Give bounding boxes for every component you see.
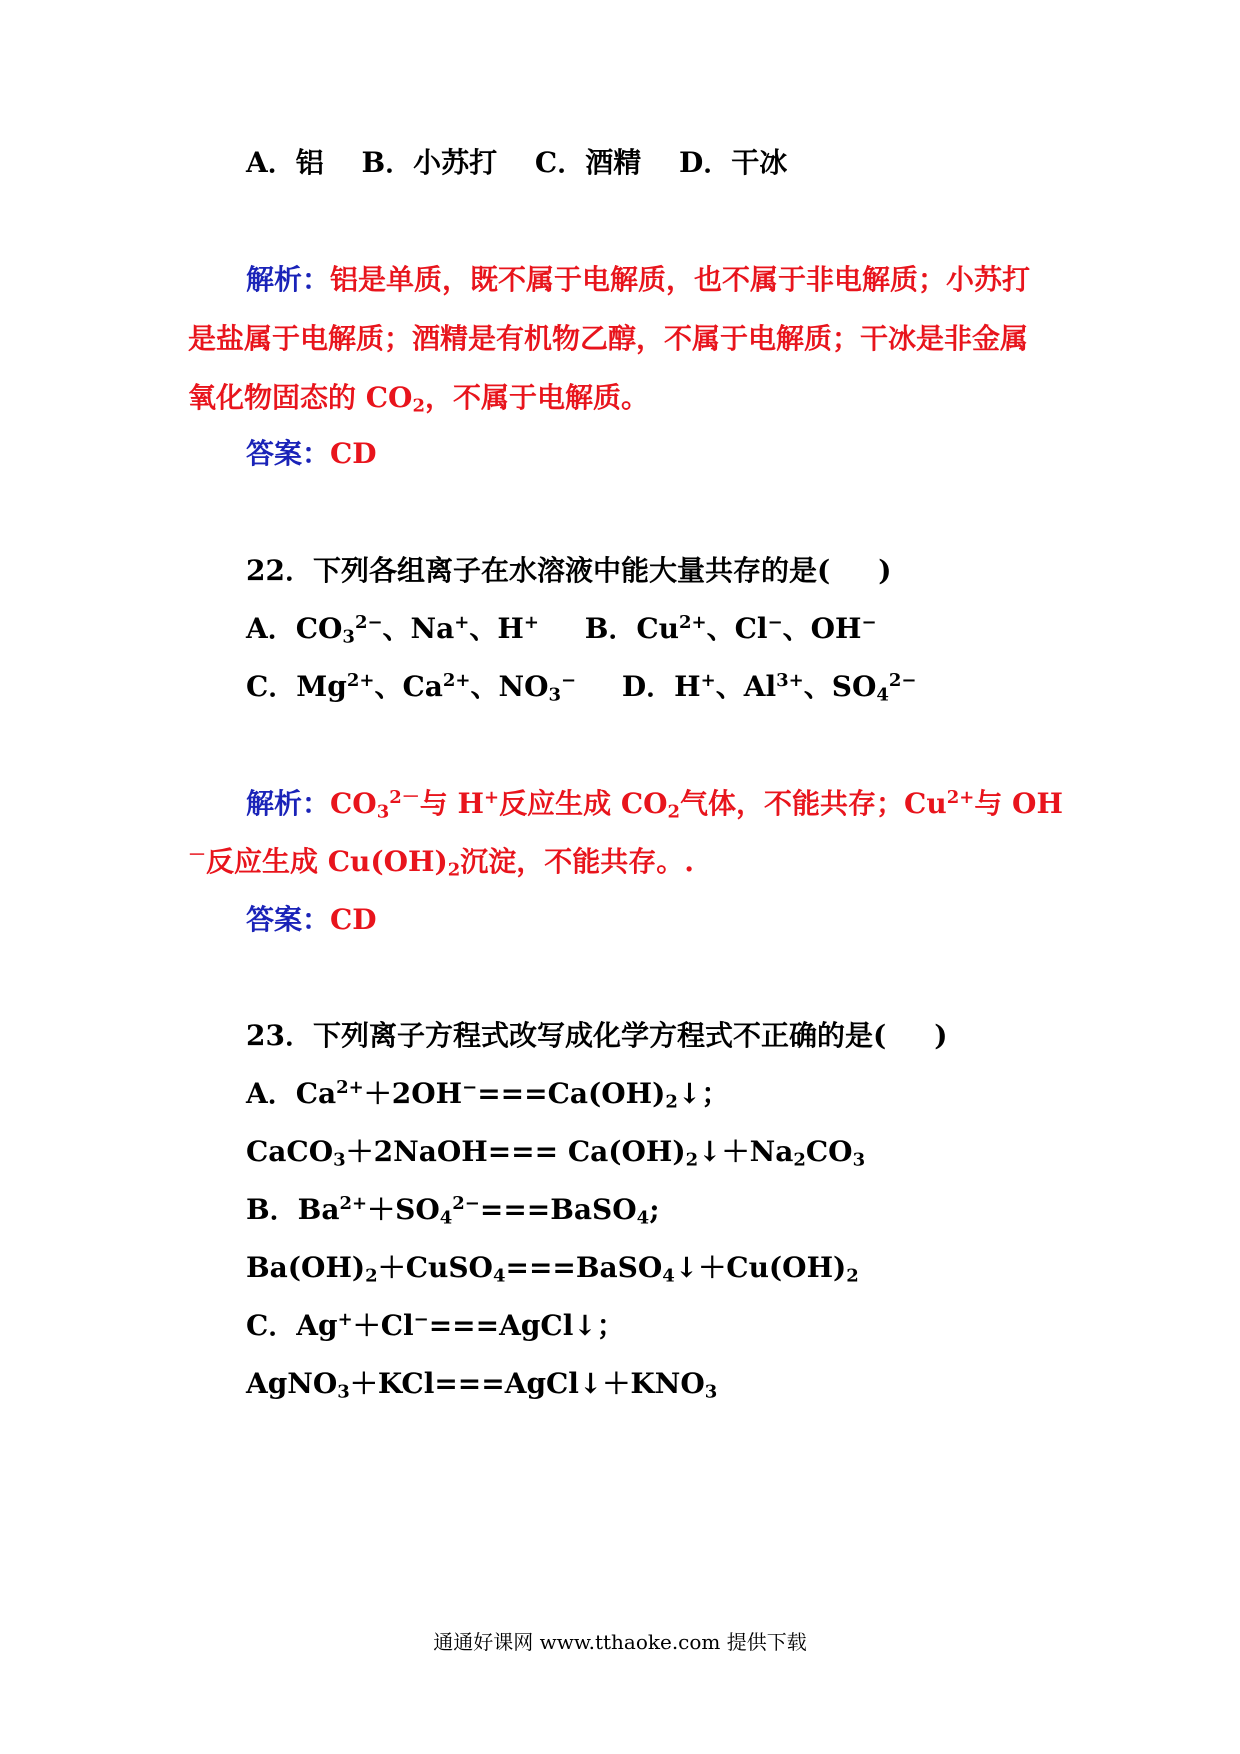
q21-option-a: A．铝 (246, 146, 324, 179)
q22-stem: 22．下列各组离子在水溶液中能大量共存的是( ) (246, 554, 892, 587)
answer-label: 答案： (246, 903, 331, 936)
explanation-label: 解析： (246, 263, 331, 296)
q22-option-b: B．$Cu^{2+}$、Cl−、OH− (584, 612, 877, 645)
page-footer: 通通好课网 www.tthaoke.com 提供下载 (433, 1630, 807, 1654)
q21-explanation-line2: 是盐属于电解质；酒精是有机物乙醇，不属于电解质；干冰是非金属 (188, 322, 1029, 355)
q23-option-c-chemical: $AgNO_3+KCl===AgCl↓+KNO_3$ (246, 1367, 718, 1403)
q23-stem: 23．下列离子方程式改写成化学方程式不正确的是( ) (246, 1019, 948, 1052)
q23-option-a-chemical: CaCO$_3$＋2NaOH=== $Ca(OH)_2↓+Na_2CO_3$ (246, 1135, 866, 1171)
q22-options-ab (246, 609, 877, 649)
q23-option-c-ionic: C．Ag+＋Cl−===AgCl↓； (246, 1309, 625, 1342)
q23-option-a-ionic: A．$Ca^{2+}+2OH^-===Ca(OH)_2↓$； (246, 1077, 730, 1113)
q21-option-b: B．小苏打 (361, 146, 498, 179)
q22-explanation-line1: 解析：$CO_3^{2-}$与 H+反应生成 $CO_2$气体，不能共存；$Cu^{2+}$与 OH (246, 787, 1063, 823)
answer-label: 答案： (246, 437, 331, 470)
q22-option-d: D．H+、$Al^{3+}$、$SO_4^{2-}$ (621, 670, 917, 706)
q21-explanation-line3: 氧化物固态的 $CO_2$，不属于电解质。 (188, 381, 649, 417)
q23-option-b-ionic: B．$Ba^{2+}+SO_4^{2-}===BaSO_4$; (246, 1193, 660, 1229)
answer-value: CD (330, 437, 377, 470)
q22-options-cd (246, 667, 916, 707)
q21-answer (246, 434, 377, 474)
q22-explanation-line2: －反应生成 $Cu(OH)_2$沉淀，不能共存。. (188, 845, 695, 881)
q21-explanation-line1: 解析：铝是单质，既不属于电解质，也不属于非电解质；小苏打 (246, 263, 1031, 296)
q22-option-a: A．$CO_3^{2-}$、Na+、H+ (246, 612, 539, 648)
explanation-label: 解析： (246, 787, 331, 820)
q21-options (246, 143, 787, 183)
q23-option-b-chemical: $Ba(OH)_2+CuSO_4===BaSO_4↓+Cu(OH)_2$ (246, 1251, 859, 1287)
answer-value: CD (330, 903, 377, 936)
q21-option-d: D．干冰 (678, 146, 788, 179)
q21-option-c: C．酒精 (534, 146, 642, 179)
q22-answer (246, 900, 377, 940)
q22-option-c: C．$Mg^{2+}$、$Ca^{2+}$、$NO_3^-$ (246, 670, 577, 706)
